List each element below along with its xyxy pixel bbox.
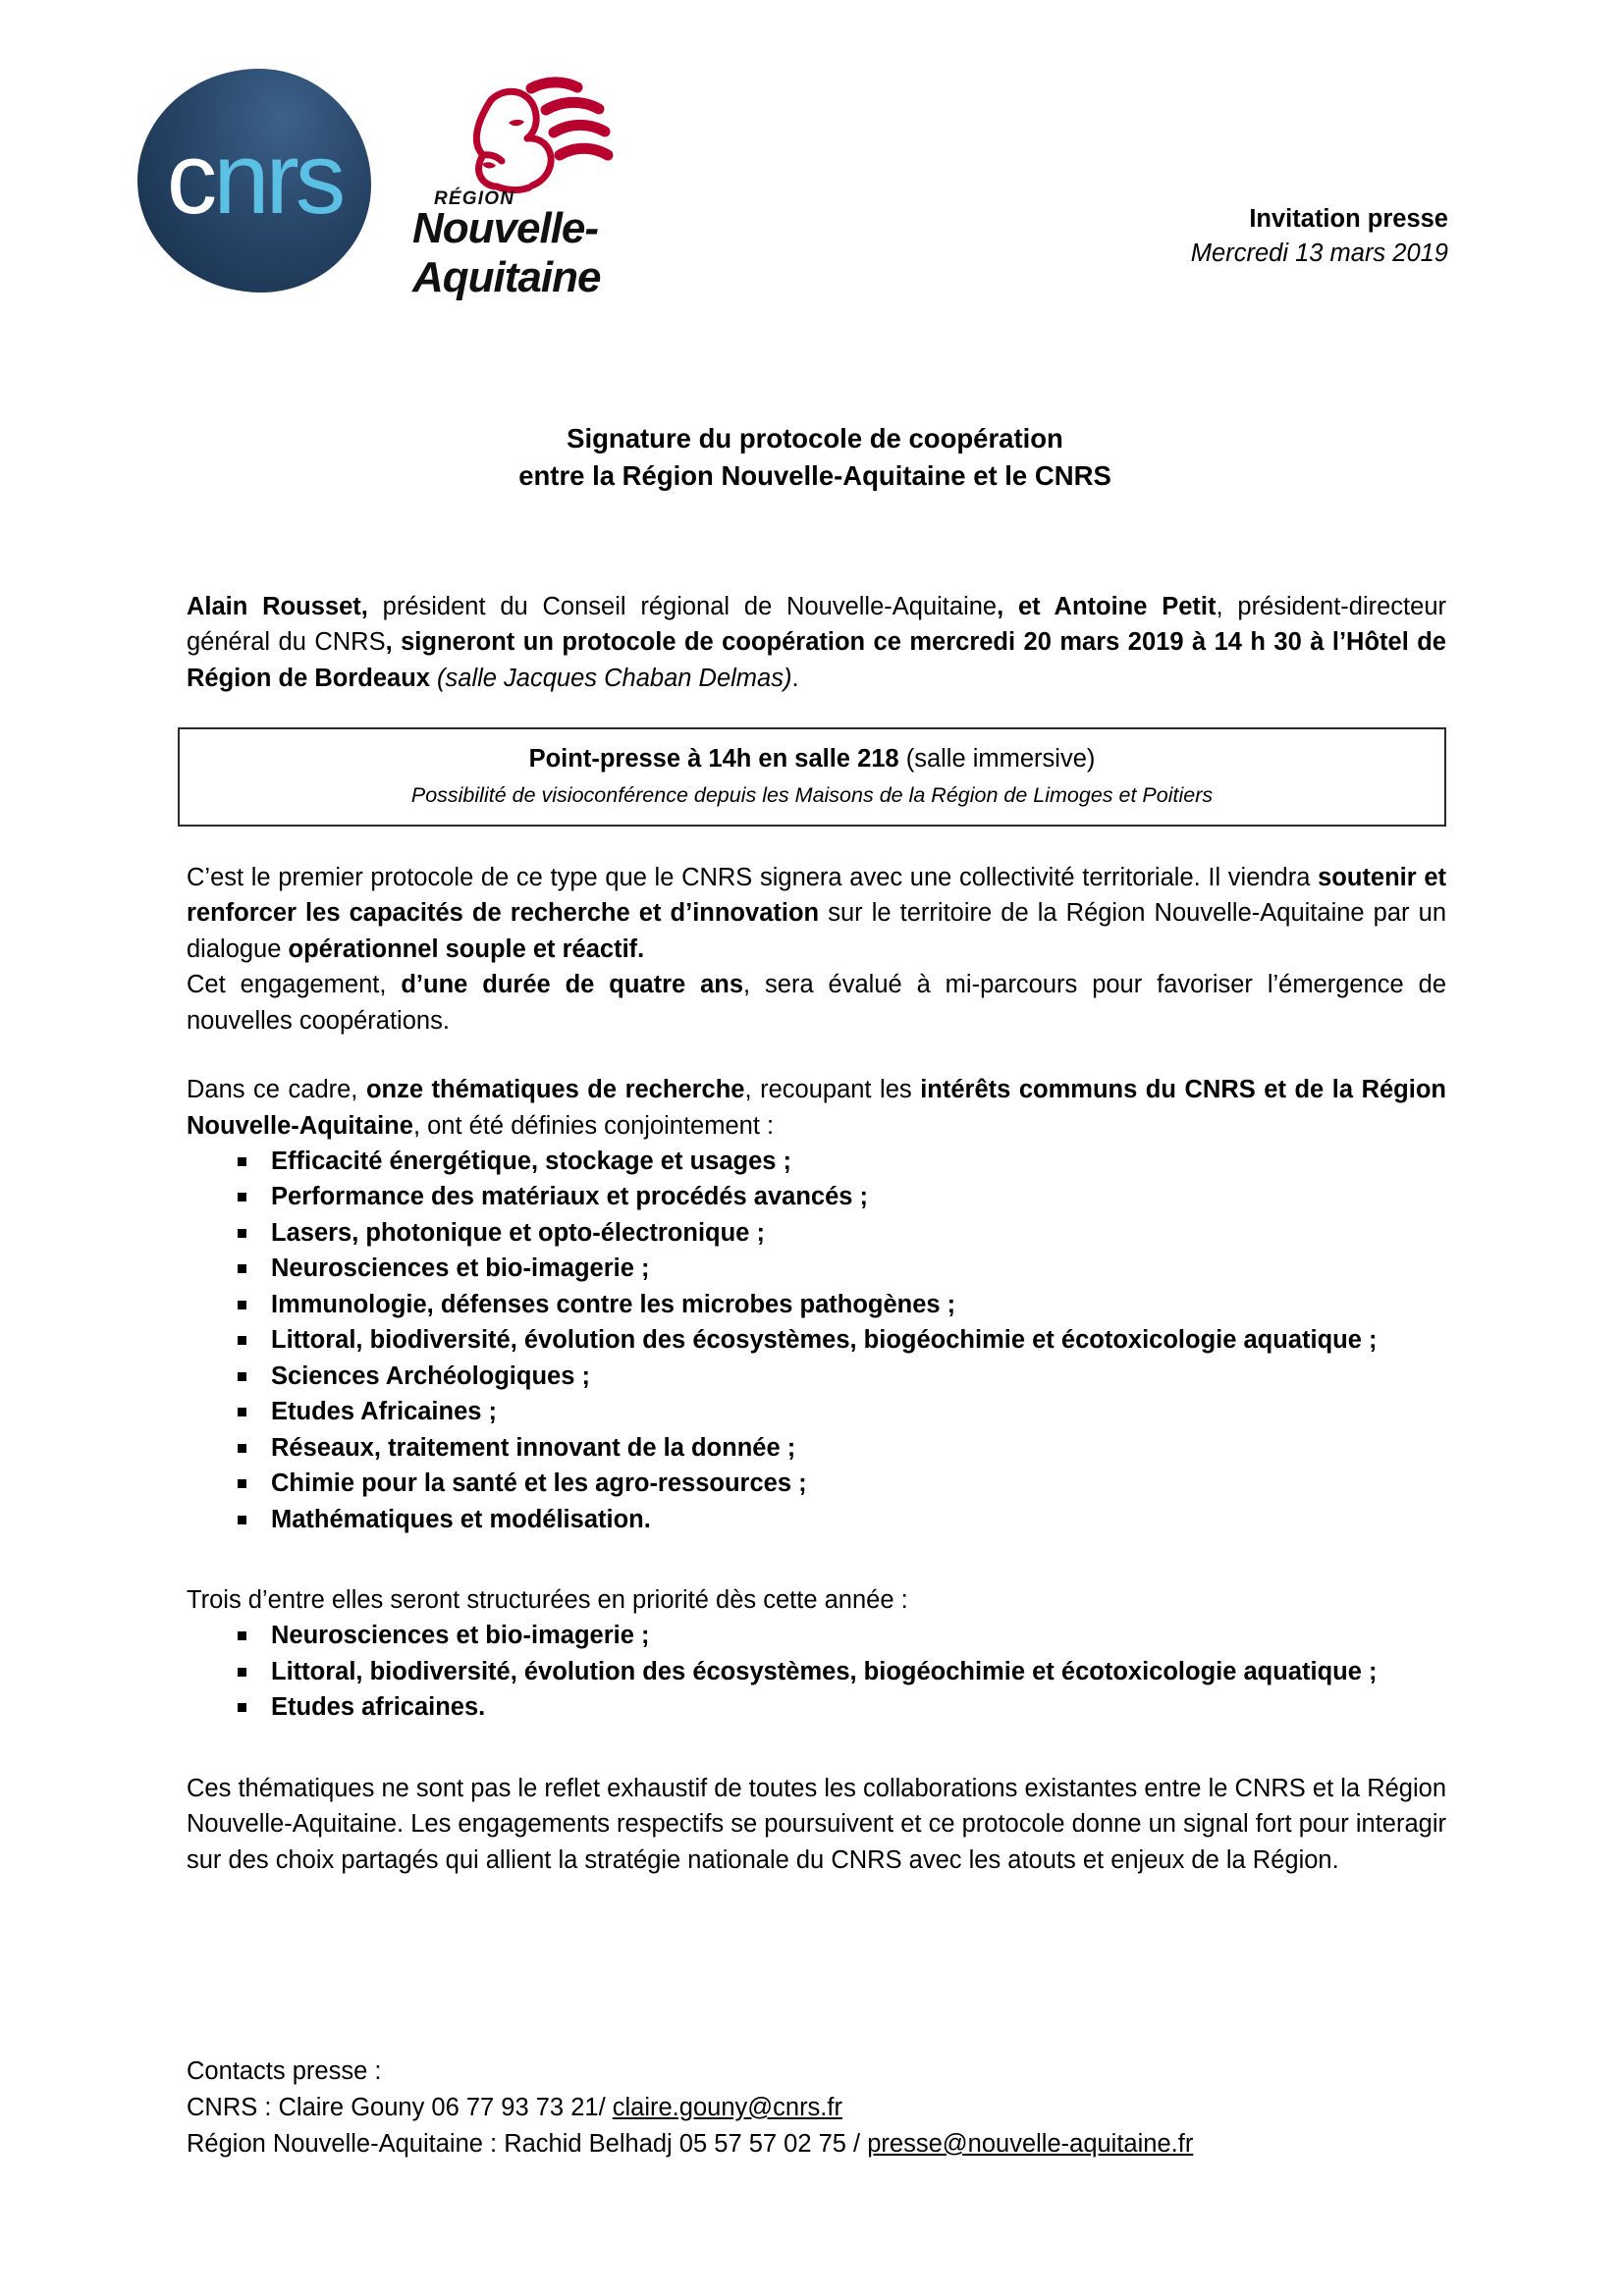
region-nouvelle-aquitaine-logo [412,77,653,322]
protocol-bold-2: opérationnel souple et réactif. [288,934,645,963]
region-name-line1: Nouvelle- [412,204,599,252]
commitment-text-2: , sera évalué à mi-parcours pour favoriser l’émergence de nouvelles coopérations. [187,971,1446,1035]
invitation-label: Invitation presse [1249,205,1448,233]
press-contacts [187,2054,1453,2163]
themes-lead [187,1072,1446,1144]
document-body [187,589,1446,1878]
press-point-bold: Point-presse à 14h en salle 218 [528,745,899,774]
page-title [187,420,1443,495]
page-title-line1: Signature du protocole de coopération [567,423,1063,454]
intro-person-1: Alain Rousset, [187,593,368,620]
spacer [187,827,1446,860]
cnrs-letter-c: c [166,122,214,235]
press-point-callout [178,727,1446,826]
document-header [0,0,1623,393]
intro-paragraph [187,589,1446,696]
intro-room-note: (salle Jacques Chaban Delmas) [429,664,792,692]
closing-paragraph: Ces thématiques ne sont pas le reflet exhaustif de toutes les collaborations existantes entre le CNRS et la Région Nouvelle-Aquitaine. Les engagements respectifs se poursuivent et ce protocole donne un signal fort pour interagir sur des choix partagés qui allient la stratégie nationale du CNRS avec les atouts et enjeux de la Région. [187,1774,1446,1874]
themes-text-1: Dans ce cadre, [187,1076,366,1104]
protocol-bold-1: soutenir et renforcer les capacités de recherche et d’innovation [187,863,1446,928]
intro-text-2: , président-directeur général du CNRS [187,593,1446,657]
list-item: Littoral, biodiversité, évolution des écosystèmes, biogéochimie et écotoxicologie aquatique ; [187,1322,1446,1358]
intro-text-3: . [791,664,799,692]
region-name-line2: Aquitaine [412,253,601,302]
region-name [412,204,600,302]
list-item: Immunologie, défenses contre les microbes pathogènes ; [187,1287,1446,1322]
region-label: RÉGION [434,188,515,209]
contacts-heading: Contacts presse : [187,2057,382,2085]
themes-common-interests: intérêts communs du CNRS et de la Région Nouvelle-Aquitaine [187,1076,1446,1140]
protocol-paragraph-1 [187,860,1446,967]
spacer [187,1039,1446,1072]
list-item: Efficacité énergétique, stockage et usages ; [187,1144,1446,1179]
protocol-text-1: C’est le premier protocole de ce type que le CNRS signera avec une collectivité territoriale. Il viendra [187,863,1319,891]
list-item: Neurosciences et bio-imagerie ; [187,1618,1446,1653]
list-item: Réseaux, traitement innovant de la donnée ; [187,1430,1446,1466]
list-item: Neurosciences et bio-imagerie ; [187,1251,1446,1286]
themes-list [187,1144,1446,1537]
press-point-line [197,741,1427,776]
cnrs-wordmark [137,122,371,235]
contact-cnrs [187,2090,1453,2126]
list-item: Sciences Archéologiques ; [187,1359,1446,1394]
list-item: Mathématiques et modélisation. [187,1502,1446,1537]
spacer [187,1537,1446,1582]
list-item: Chimie pour la santé et les agro-ressources ; [187,1466,1446,1501]
invitation-date: Mercredi 13 mars 2019 [1190,240,1448,268]
cnrs-letters-nrs: nrs [213,122,343,235]
contact-cnrs-email-link[interactable]: claire.gouny@cnrs.fr [612,2093,842,2121]
protocol-text-2: sur le territoire de la Région Nouvelle-Aquitaine par un dialogue [187,899,1446,963]
spacer [187,1726,1446,1771]
list-item: Lasers, photonique et opto-électronique ; [187,1215,1446,1251]
intro-event-details: , signeront un protocole de coopération ce mercredi 20 mars 2019 à 14 h 30 à l’Hôtel de Région de Bordeaux [187,628,1446,692]
list-item: Etudes africaines. [187,1689,1446,1725]
themes-count: onze thématiques de recherche [365,1076,745,1104]
commitment-duration: d’une durée de quatre ans [401,971,744,999]
list-item: Performance des matériaux et procédés avancés ; [187,1179,1446,1214]
intro-text-1: président du Conseil régional de Nouvelle-Aquitaine [367,593,998,620]
lion-head-icon [434,77,617,202]
press-point-room: (salle immersive) [898,745,1096,774]
page-title-line2: entre la Région Nouvelle-Aquitaine et le CNRS [518,459,1111,491]
list-item: Etudes Africaines ; [187,1394,1446,1429]
intro-person-2: , et Antoine Petit [997,593,1217,620]
themes-text-2: , recoupant les [744,1076,921,1104]
contact-region-email-link[interactable]: presse@nouvelle-aquitaine.fr [867,2129,1194,2158]
commitment-text-1: Cet engagement, [187,971,402,999]
protocol-paragraph-2 [187,967,1446,1039]
logo-group [137,69,653,322]
contact-cnrs-text: CNRS : Claire Gouny 06 77 93 73 21/ [187,2093,613,2121]
themes-text-3: , ont été définies conjointement : [412,1111,775,1140]
contact-region [187,2126,1453,2163]
contact-region-text: Région Nouvelle-Aquitaine : Rachid Belhadj 05 57 57 02 75 / [187,2129,868,2158]
priority-lead: Trois d’entre elles seront structurées en priorité dès cette année : [187,1585,908,1614]
cnrs-logo [137,69,371,293]
videoconference-note: Possibilité de visioconférence depuis les Maisons de la Région de Limoges et Poitiers [410,782,1214,807]
list-item: Littoral, biodiversité, évolution des écosystèmes, biogéochimie et écotoxicologie aquatique ; [187,1654,1446,1689]
priority-list [187,1618,1446,1725]
header-meta [1191,202,1448,271]
